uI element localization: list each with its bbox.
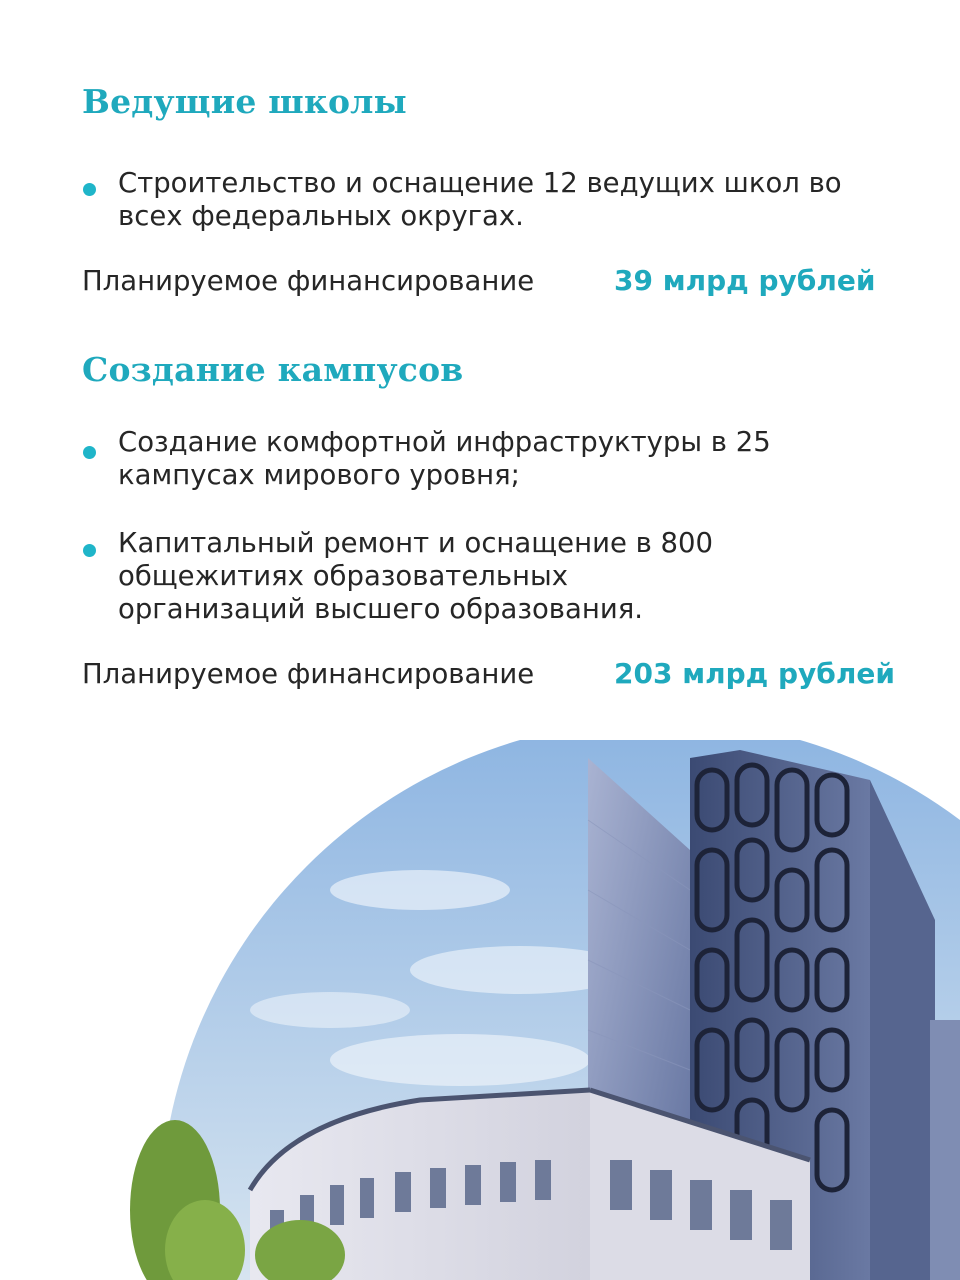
bullet-text: Строительство и оснащение 12 ведущих школ во всех федеральных округах.	[118, 167, 842, 232]
funding-value: 39 млрд рублей	[614, 264, 876, 297]
campus-building-illustration	[0, 740, 960, 1280]
bullet-dot	[83, 446, 96, 459]
bullet-text: Создание комфортной инфраструктуры в 25 кампусах мирового уровня;	[118, 426, 771, 491]
funding-label: Планируемое финансирование	[82, 265, 535, 297]
bullet-text: Капитальный ремонт и оснащение в 800 общежитиях образовательных организаций высшего образования.	[118, 527, 714, 625]
funding-value: 203 млрд рублей	[614, 657, 895, 690]
section-title-leading-schools: Ведущие школы	[82, 82, 407, 121]
bullet-dot	[83, 183, 96, 196]
section-title-campuses: Создание кампусов	[82, 350, 464, 389]
bullet-dot	[83, 544, 96, 557]
funding-label: Планируемое финансирование	[82, 658, 535, 690]
